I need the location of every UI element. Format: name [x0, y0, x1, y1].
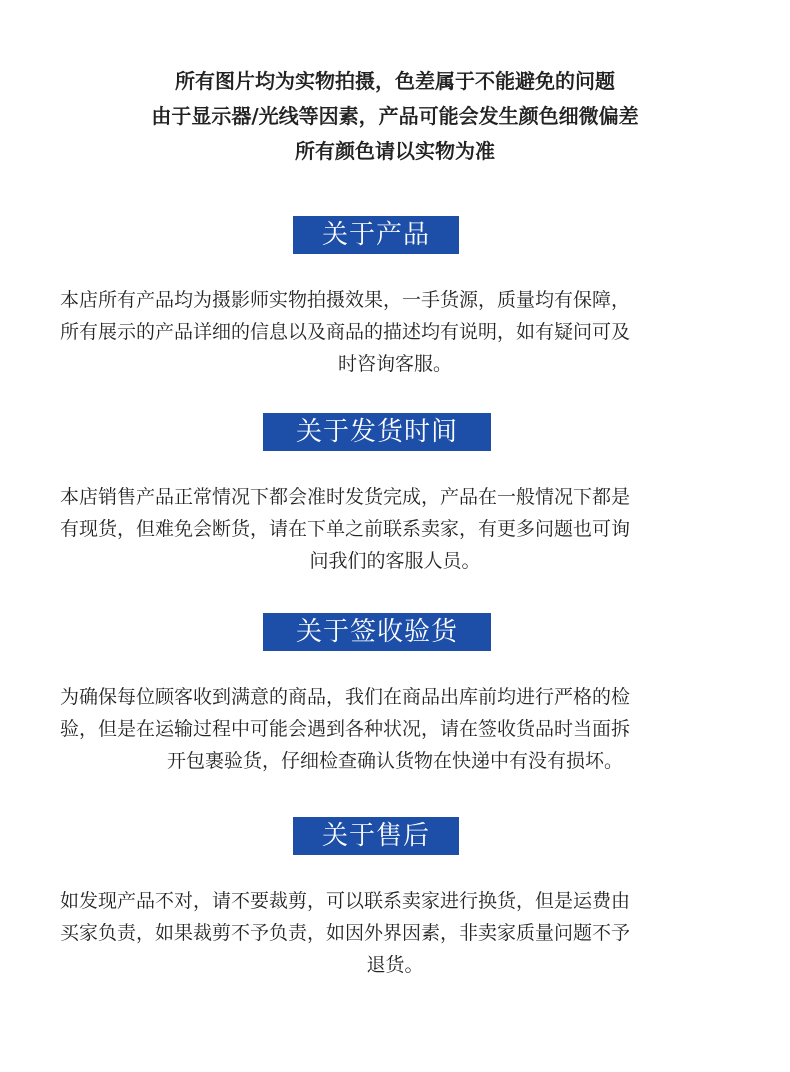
- body-line: 所有展示的产品详细的信息以及商品的描述均有说明，如有疑问可及: [60, 321, 631, 343]
- section-body-shipping: [60, 481, 730, 577]
- body-line: 时咨询客服。: [337, 353, 452, 375]
- body-line: 本店所有产品均为摄影师实物拍摄效果，一手货源，质量均有保障，: [60, 289, 631, 311]
- body-line: 验，但是在运输过程中可能会遇到各种状况，请在签收货品时当面拆: [60, 718, 631, 740]
- section-body-product: [60, 284, 730, 380]
- section-body-aftersales: [60, 885, 730, 981]
- body-line: 开包裹验货，仔细检查确认货物在快递中有没有损坏。: [166, 750, 623, 772]
- body-line: 有现货，但难免会断货，请在下单之前联系卖家，有更多问题也可询: [60, 518, 631, 540]
- section-heading-shipping: 关于发货时间: [263, 413, 491, 451]
- body-line: 退货。: [366, 954, 424, 976]
- body-line: 买家负责，如果裁剪不予负责，如因外界因素，非卖家质量问题不予: [60, 922, 631, 944]
- intro-line: 所有颜色请以实物为准: [295, 139, 495, 163]
- section-heading-inspection: 关于签收验货: [263, 613, 491, 651]
- section-heading-product: 关于产品: [293, 216, 459, 254]
- body-line: 为确保每位顾客收到满意的商品，我们在商品出库前均进行严格的检: [60, 686, 631, 708]
- intro-line: 由于显示器/光线等因素，产品可能会发生颜色细微偏差: [151, 104, 639, 128]
- section-body-inspection: [60, 681, 730, 777]
- body-line: 本店销售产品正常情况下都会准时发货完成，产品在一般情况下都是: [60, 486, 631, 508]
- body-line: 如发现产品不对，请不要裁剪，可以联系卖家进行换货，但是运费由: [60, 890, 631, 912]
- intro-line: 所有图片均为实物拍摄，色差属于不能避免的问题: [175, 69, 615, 93]
- intro-notice: [0, 64, 790, 169]
- section-heading-aftersales: 关于售后: [293, 817, 459, 855]
- body-line: 问我们的客服人员。: [309, 550, 481, 572]
